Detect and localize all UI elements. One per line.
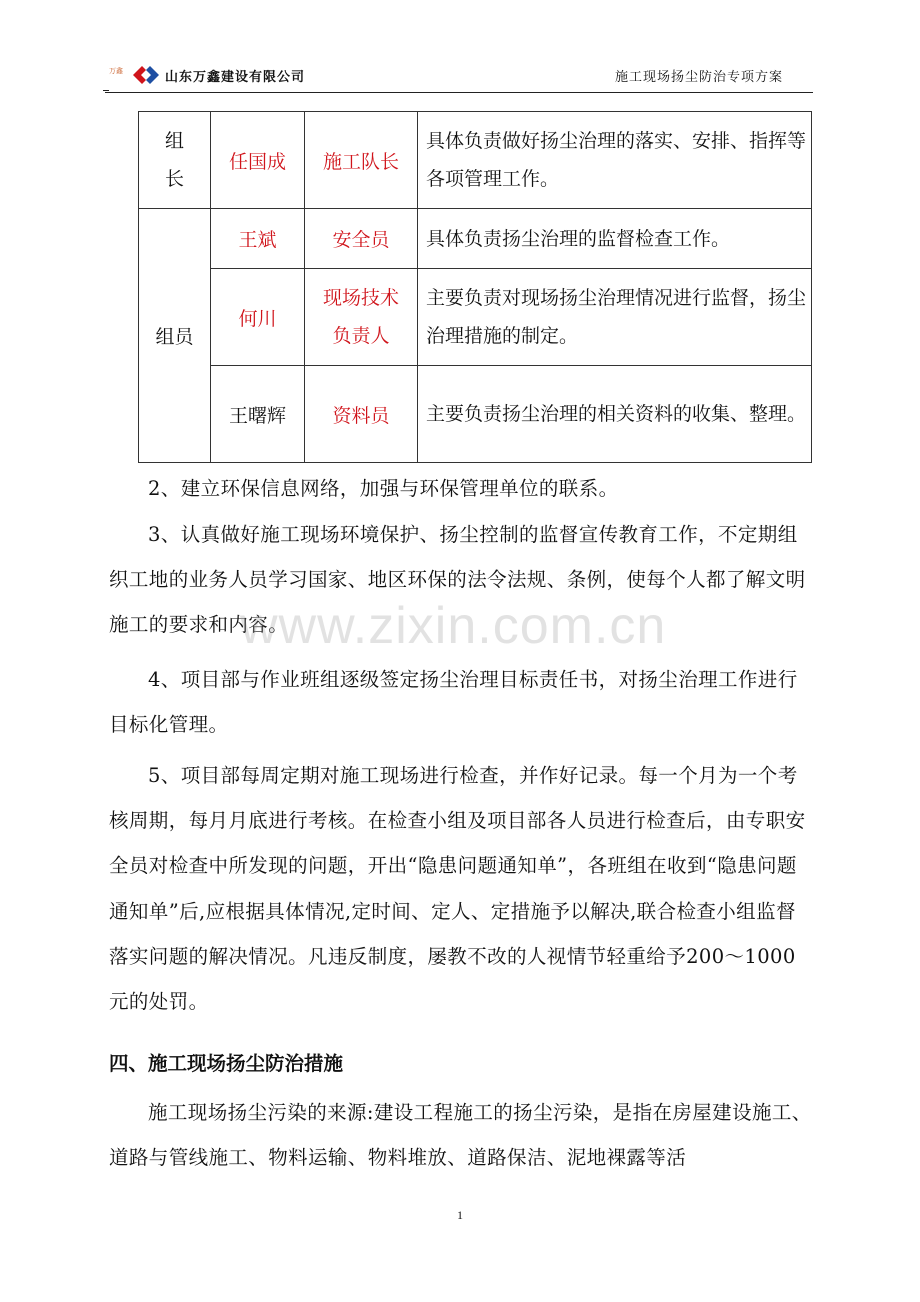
member-role: 组员: [139, 209, 211, 463]
member-duty: 具体负责扬尘治理的监督检查工作。: [418, 209, 812, 269]
header-divider: [103, 90, 109, 91]
leader-title: 施工队长: [305, 112, 418, 209]
paragraph-4: 4、项目部与作业班组逐级签定扬尘治理目标责任书，对扬尘治理工作进行目标化管理。: [109, 668, 798, 737]
member-title: 资料员: [305, 366, 418, 463]
paragraph-5: 5、项目部每周定期对施工现场进行检查，并作好记录。每一个月为一个考核周期，每月月底进行考核。在检查小组及项目部各人员进行检查后，由专职安全员对检查中所发现的问题，开出“隐患问题通知单”，各班组在收到“隐患问题通知单”后,应根据具体情况,定时间、定人、定措施予以解决,联合检查小组监督落实问题的解决情况。凡违反制度，屡教不改的人视情节轻重给予200～1000元的处罚。: [109, 764, 806, 1014]
leader-duty: 具体负责做好扬尘治理的落实、安排、指挥等各项管理工作。: [418, 112, 812, 209]
member-name: 王曙辉: [211, 366, 305, 463]
member-title: [305, 269, 418, 366]
table-row: [139, 112, 812, 209]
table-row: [139, 366, 812, 463]
member-title: 安全员: [305, 209, 418, 269]
responsibility-table: [138, 111, 812, 463]
member-title-text: 现场技术 负责人: [322, 287, 399, 347]
company-name: 山东万鑫建设有限公司: [165, 70, 306, 85]
company-logo-icon: [131, 64, 161, 86]
member-duty: 主要负责对现场扬尘治理情况进行监督，扬尘治理措施的制定。: [418, 269, 812, 366]
member-name: 王斌: [211, 209, 305, 269]
watermark: www.zixin.com.cn: [240, 597, 667, 655]
table-row: [139, 209, 812, 269]
page-number: 1: [457, 1208, 463, 1222]
section-heading: 四、施工现场扬尘防治措施: [109, 1052, 344, 1075]
page-header: [105, 60, 813, 93]
leader-name: 任国成: [211, 112, 305, 209]
member-name: 何川: [211, 269, 305, 366]
paragraph-2: 2、建立环保信息网络，加强与环保管理单位的联系。: [148, 477, 619, 500]
document-title: 施工现场扬尘防治专项方案: [614, 70, 783, 85]
leader-role: 组 长: [164, 130, 184, 190]
section-paragraph: 施工现场扬尘污染的来源:建设工程施工的扬尘污染，是指在房屋建设施工、道路与管线施工、物料运输、物料堆放、道路保洁、泥地裸露等活: [109, 1101, 812, 1170]
paragraph-3: 3、认真做好施工现场环境保护、扬尘控制的监督宣传教育工作，不定期组织工地的业务人员学习国家、地区环保的法令法规、条例，使每个人都了解文明施工的要求和内容。: [109, 523, 806, 637]
table-row: [139, 269, 812, 366]
member-duty: 主要负责扬尘治理的相关资料的收集、整理。: [418, 366, 812, 463]
brand-mark: 万鑫: [109, 67, 123, 75]
leader-role-cell: [139, 112, 211, 209]
